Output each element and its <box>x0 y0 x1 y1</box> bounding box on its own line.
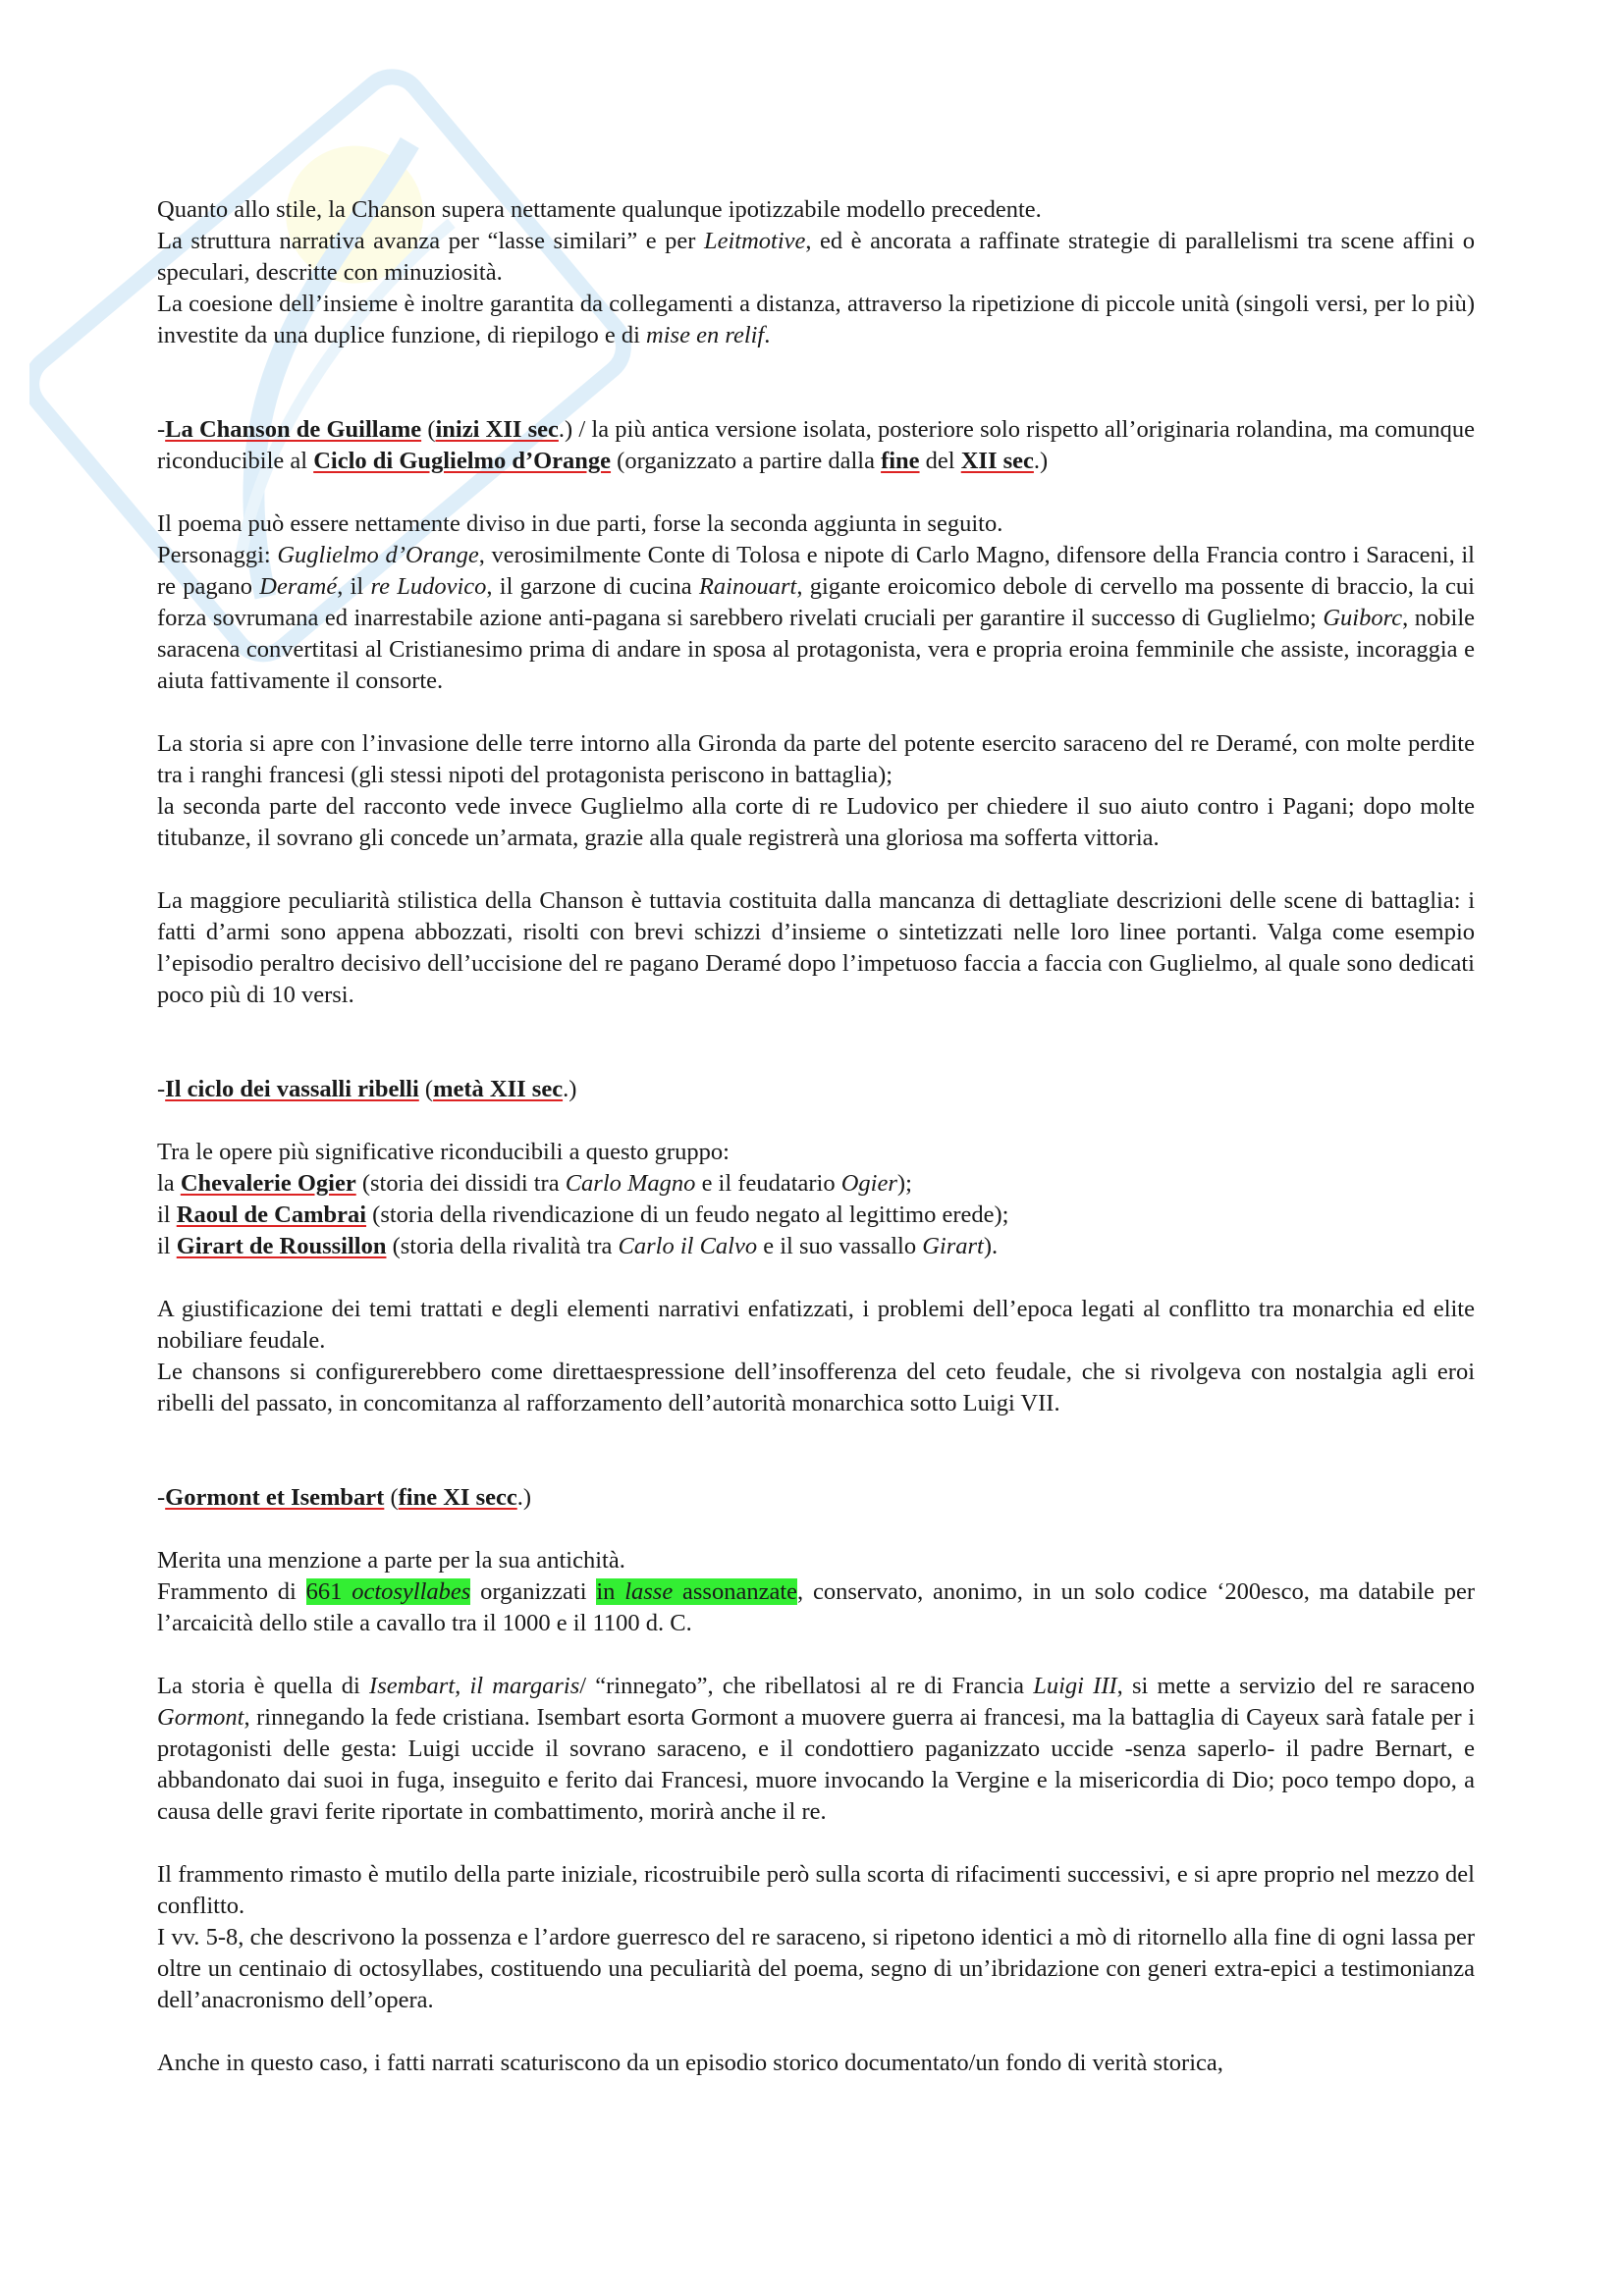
paragraph: La maggiore peculiarità stilistica della Chanson è tuttavia costituita dalla mancanza di dettagliate descrizioni delle scene di battaglia: i fatti d’armi sono appena abbozzati, risolti con brevi schizzi d’insieme o sintetizzati nelle loro linee portanti. Valga come esempio l’episodio peraltro decisivo dell’uccisione del re pagano Deramé dopo l’impetuoso faccia a faccia con Guglielmo, al quale sono dedicati poco più di 10 versi. <box>157 887 1475 1008</box>
paragraph: Il frammento rimasto è mutilo della parte iniziale, ricostruibile però sulla scorta di rifacimenti successivi, e si apre proprio nel mezzo del conflitto. I vv. 5-8, che descrivono la possenza e l’ardore guerresco del re saraceno, si ripetono identici a mò di ritornello alla fine di ogni lassa per oltre un centinaio di octosyllabes, costituendo una peculiarità del poema, segno di un’ibridazione con generi extra-epici a testimonianza dell’anacronismo dell’opera. <box>157 1861 1475 2013</box>
highlight: in lasse assonanzate <box>596 1578 798 1605</box>
section-heading-gormont-et-isembart: -Gormont et Isembart (fine XI secc.) <box>157 1484 532 1511</box>
paragraph: Merita una menzione a parte per la sua antichità. Frammento di 661 octosyllabes organizzati in lasse assonanzate, conservato, anonimo, in un solo codice ‘200esco, ma databile per l’arcaicità dello stile a cavallo tra il 1000 e il 1100 d. C. <box>157 1547 1476 1636</box>
intro-paragraph: Quanto allo stile, la Chanson supera nettamente qualunque ipotizzabile modello precedente. La struttura narrativa avanza per “lasse similari” e per Leitmotive, ed è ancorata a raffinate strategie di parallelismi tra scene affini o speculari, descritte con minuziosità. La coesione dell’insieme è inoltre garantita da collegamenti a distanza, attraverso la ripetizione di piccole unità (singoli versi, per lo più) investite da una duplice funzione, di riepilogo e di mise en relif. <box>157 196 1475 348</box>
paragraph: A giustificazione dei temi trattati e degli elementi narrativi enfatizzati, i problemi dell’epoca legati al conflitto tra monarchia ed elite nobiliare feudale. Le chansons si configurerebbero come direttaespressione dell’insofferenza del ceto feudale, che si rivolgeva con nostalgia agli eroi ribelli del passato, in concomitanza al rafforzamento dell’autorità monarchica sotto Luigi VII. <box>157 1296 1475 1416</box>
document-body <box>157 194 1475 2079</box>
list-item: la Chevalerie Ogier (storia dei dissidi tra Carlo Magno e il feudatario Ogier); <box>157 1170 912 1197</box>
paragraph: La storia è quella di Isembart, il margaris/ “rinnegato”, che ribellatosi al re di Francia Luigi III, si mette a servizio del re saraceno Gormont, rinnegando la fede cristiana. Isembart esorta Gormont a muovere guerra ai francesi, ma la battaglia di Cayeux sarà fatale per i protagonisti delle gesta: Luigi uccide il sovrano saraceno, e il condottiero paganizzato uccide -senza saperlo- il padre Bernart, e abbandonato dai suoi in fuga, inseguito e ferito dai Francesi, muore invocando la Vergine e la misericordia di Dio; poco tempo dopo, a causa delle gravi ferite riportate in combattimento, morirà anche il re. <box>157 1673 1475 1825</box>
highlight: 661 octosyllabes <box>305 1578 471 1605</box>
section-heading-vassalli-ribelli: -Il ciclo dei vassalli ribelli (metà XII sec.) <box>157 1076 577 1102</box>
list-item: il Raoul de Cambrai (storia della rivendicazione di un feudo negato al legittimo erede); <box>157 1201 1009 1228</box>
works-list: Tra le opere più significative riconducibili a questo gruppo: la Chevalerie Ogier (storia dei dissidi tra Carlo Magno e il feudatario Ogier); il Raoul de Cambrai (storia della rivendicazione di un feudo negato al legittimo erede); il Girart de Roussillon (storia della rivalità tra Carlo il Calvo e il suo vassallo Girart). <box>157 1139 1009 1259</box>
paragraph: Anche in questo caso, i fatti narrati scaturiscono da un episodio storico documentato/un fondo di verità storica, <box>157 2050 1223 2076</box>
list-item: il Girart de Roussillon (storia della rivalità tra Carlo il Calvo e il suo vassallo Girart). <box>157 1233 999 1259</box>
section-heading-chanson-de-guillame: -La Chanson de Guillame (inizi XII sec.) / la più antica versione isolata, posteriore solo rispetto all’originaria rolandina, ma comunque riconducibile al Ciclo di Guglielmo d’Orange (organizzato a partire dalla fine del XII sec.) <box>157 416 1476 474</box>
paragraph: La storia si apre con l’invasione delle terre intorno alla Gironda da parte del potente esercito saraceno del re Deramé, con molte perdite tra i ranghi francesi (gli stessi nipoti del protagonista periscono in battaglia); la seconda parte del racconto vede invece Guglielmo alla corte di re Ludovico per chiedere il suo aiuto contro i Pagani; dopo molte titubanze, il sovrano gli concede un’armata, grazie alla quale registrerà una gloriosa ma sofferta vittoria. <box>157 730 1475 851</box>
paragraph: Il poema può essere nettamente diviso in due parti, forse la seconda aggiunta in seguito. Personaggi: Guglielmo d’Orange, verosimilmente Conte di Tolosa e nipote di Carlo Magno, difensore della Francia contro i Saraceni, il re pagano Deramé, il re Ludovico, il garzone di cucina Rainouart, gigante eroicomico debole di cervello ma possente di braccio, la cui forza sovrumana ed inarrestabile azione anti-pagana si sarebbero rivelati cruciali per garantire il successo di Guglielmo; Guiborc, nobile saracena convertitasi al Cristianesimo prima di andare in sposa al protagonista, vera e propria eroina femminile che assiste, incoraggia e aiuta fattivamente il consorte. <box>157 510 1475 694</box>
